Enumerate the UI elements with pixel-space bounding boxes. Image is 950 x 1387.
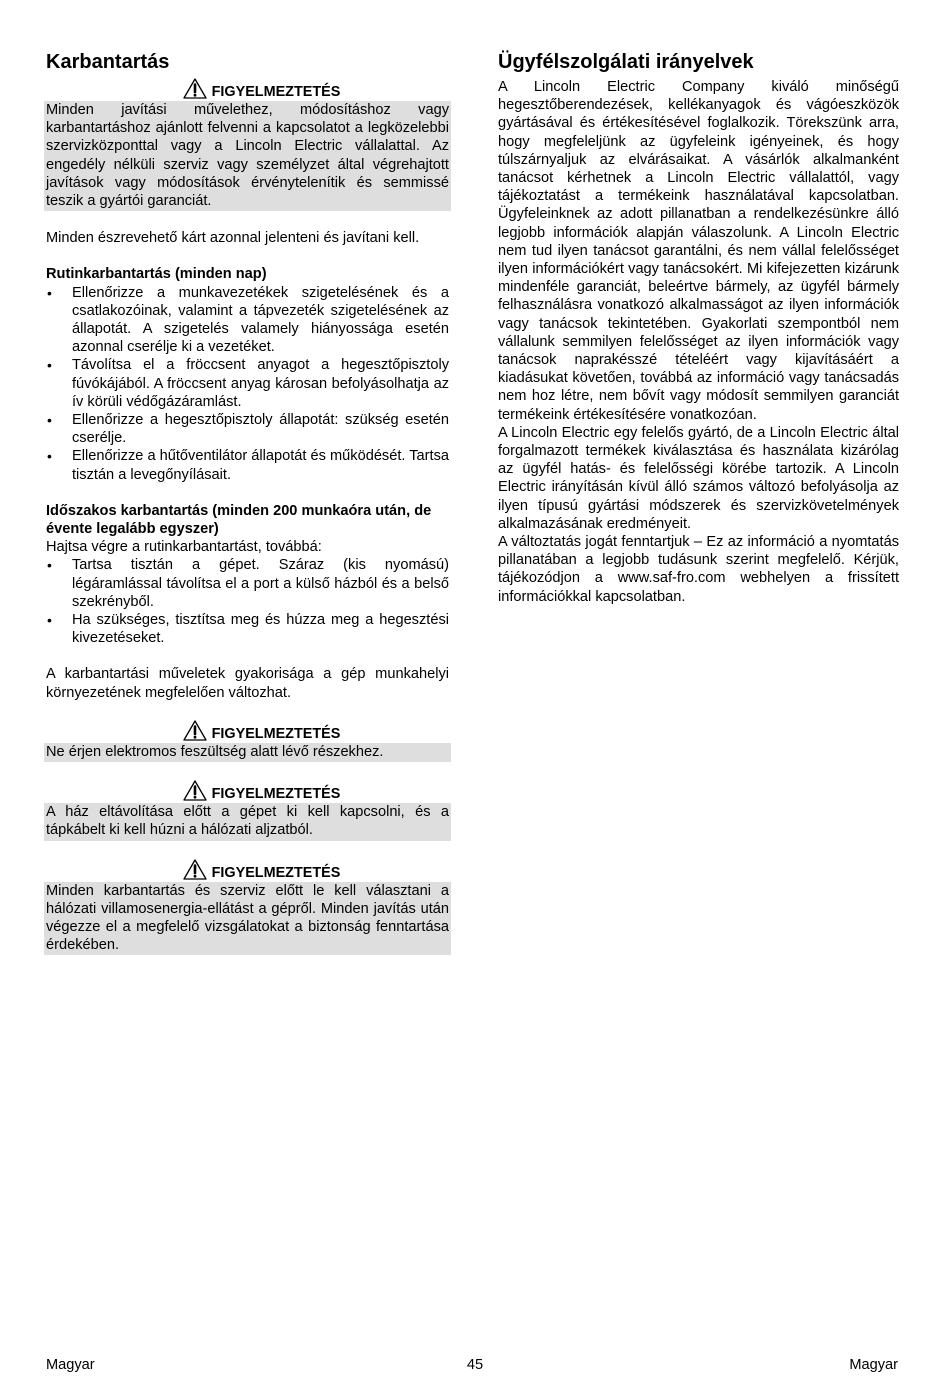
footer-language-right: Magyar — [849, 1357, 898, 1373]
footer-language-left: Magyar — [46, 1357, 95, 1373]
maintenance-column — [46, 50, 449, 955]
warning-triangle-icon — [183, 78, 207, 99]
damage-note: Minden észrevehető kárt azonnal jelenteni és javítani kell. — [46, 230, 420, 247]
warning-box-housing: A ház eltávolítása előtt a gépet ki kell kapcsolni, és a tápkábelt ki kell húzni a hálózati aljzatból. — [44, 803, 451, 840]
warning-heading: FIGYELMEZTETÉS — [46, 780, 449, 803]
frequency-note: A karbantartási műveletek gyakorisága a gép munkahelyi környezetének megfelelően változhat. — [46, 666, 449, 701]
policy-paragraph: A Lincoln Electric Company kiváló minőségű hegesztőberendezések, kellékanyagok és vágóeszközök gyártásával és értékesítésével foglalkozik. Törekszünk arra, hogy megfeleljünk az ügyfeleink igényeinek, és hogy túlszárnyaljuk az elvárásaikat. A vásárlók alkalmanként tanácsot kérhetnek a Lincoln Electric vállalattól, vagy tájékoztatást a termékeink használatával kapcsolatban. Ügyfeleinknek az adott pillanatban a rendelkezésünkre álló legjobb információk alapján válaszolunk. A Lincoln Electric nem tud ilyen tanácsot garantálni, és nem vállal felelősséget ilyen információkért vagy tanácsokért. Mi kifejezetten kizárunk mindenféle garanciát, beleértve bármely, az ügyfél bármely felhasználásra vonatkozó alkalmasságot az ilyen információk vagy tanácsok tekintetében. Gyakorlati szempontból nem vállalunk semmilyen felelősséget az ilyen információk vagy tanácsok naprakésszé tételéért vagy kijavításáért a kiadásukat követően, továbbá az információ vagy tanácsadás nem hoz létre, nem bővít vagy módosít semmilyen garanciát termékeink értékesítésére vonatkozóan. — [498, 79, 899, 423]
customer-policy-title: Ügyfélszolgálati irányelvek — [498, 51, 754, 73]
warning-box-live-parts: Ne érjen elektromos feszültség alatt lévő részekhez. — [44, 743, 451, 762]
list-item: • Távolítsa el a fröccsent anyagot a hegesztőpisztoly fúvókájából. A fröccsent anyag károsan befolyásolhatja az ív körüli védőgázáramlást. — [46, 356, 449, 411]
periodic-intro: Hajtsa végre a rutinkarbantartást, továbbá: — [46, 539, 322, 556]
warning-triangle-icon — [183, 859, 207, 880]
routine-maintenance-heading: Rutinkarbantartás (minden nap) — [46, 266, 267, 283]
warning-heading: FIGYELMEZTETÉS — [46, 720, 449, 743]
list-item: • Tartsa tisztán a gépet. Száraz (kis nyomású) légáramlással távolítsa el a port a külső házból és a belső szekrényből. — [46, 556, 449, 611]
page-number: 45 — [466, 1357, 484, 1373]
warning-heading: FIGYELMEZTETÉS — [46, 78, 449, 101]
list-item: • Ellenőrizze a hűtőventilátor állapotát és működését. Tartsa tisztán a levegőnyílásait. — [46, 447, 449, 483]
maintenance-title: Karbantartás — [46, 51, 170, 73]
periodic-maintenance-heading: Időszakos karbantartás (minden 200 munkaóra után, de évente legalább egyszer) — [46, 502, 432, 538]
list-item: • Ellenőrizze a hegesztőpisztoly állapotát: szükség esetén cserélje. — [46, 411, 449, 447]
warning-box-repair: Minden javítási művelethez, módosításhoz vagy karbantartáshoz ajánlott felvenni a kapcsolatot a legközelebbi szervizközponttal vagy a Lincoln Electric vállalattal. Az engedély nélküli szerviz vagy személyzet által végrehajtott javítások vagy módosítások érvénytelenítik és semmissé teszik a gyártói garanciát. — [44, 101, 451, 211]
warning-heading: FIGYELMEZTETÉS — [46, 859, 449, 882]
periodic-maintenance-list — [46, 556, 449, 647]
routine-maintenance-list — [46, 284, 449, 484]
warning-triangle-icon — [183, 780, 207, 801]
policy-paragraph: A Lincoln Electric egy felelős gyártó, de a Lincoln Electric által forgalmazott termékek kiválasztása és használata kizárólag az ügyfél hatás- és felelősségi körébe tartozik. A Lincoln Electric irányításán kívül álló számos változó befolyásolja az ilyen típusú gyártási módszerek és szervizkövetelmények alkalmazásának eredményeit. — [498, 424, 899, 532]
warning-triangle-icon — [183, 720, 207, 741]
policy-paragraph: A változtatás jogát fenntartjuk – Ez az információ a nyomtatás pillanatában a legjobb tudásunk szerint megfelelő. Kérjük, tájékozódjon a www.saf-fro.com webhelyen a frissített információkkal kapcsolatban. — [498, 534, 899, 605]
list-item: • Ellenőrizze a munkavezetékek szigetelésének és a csatlakozóinak, valamint a tápvezeték szigetelésének az állapotát. A szigetelés valamely hiányossága esetén azonnal cserélje ki a vezetéket. — [46, 284, 449, 357]
customer-policy-column — [498, 50, 899, 606]
warning-box-disconnect: Minden karbantartás és szerviz előtt le kell választani a hálózati villamosenergia-ellátást a gépről. Minden javítás után végezze el a megfelelő vizsgálatokat a biztonság fenntartása érdekében. — [44, 882, 451, 956]
list-item: • Ha szükséges, tisztítsa meg és húzza meg a hegesztési kivezetéseket. — [46, 611, 449, 647]
